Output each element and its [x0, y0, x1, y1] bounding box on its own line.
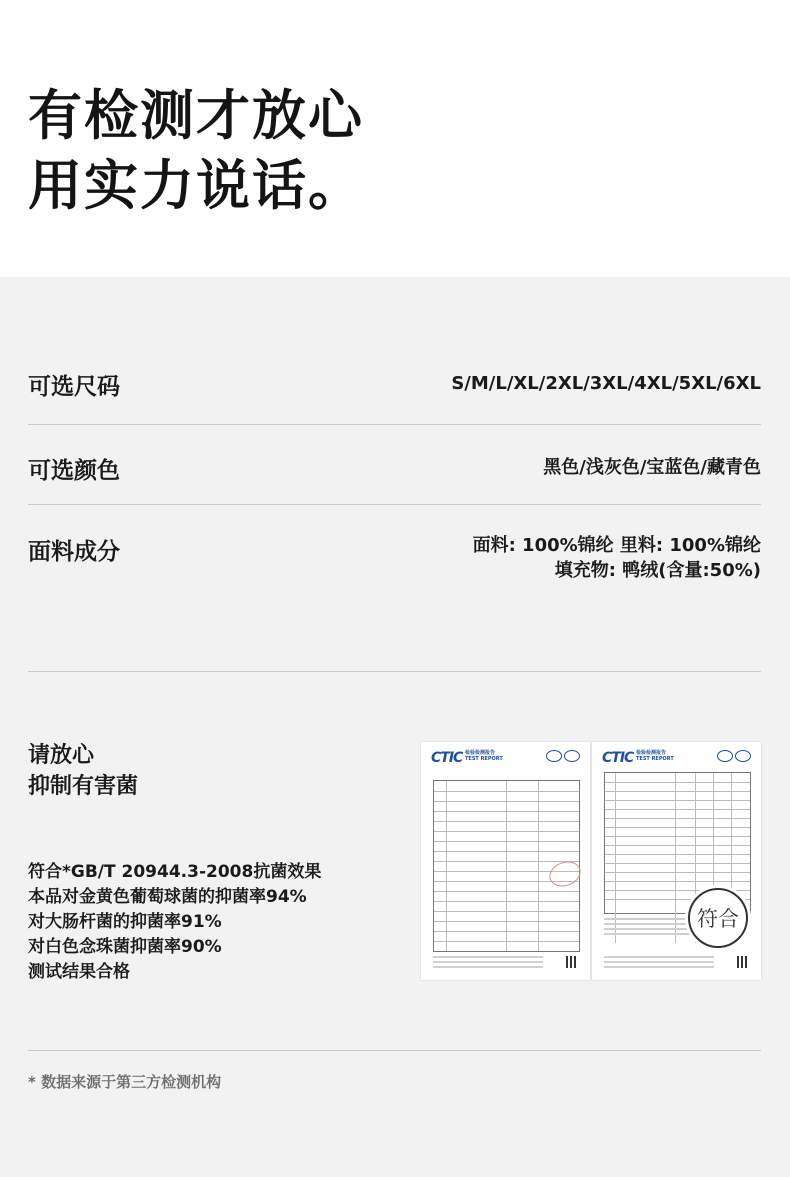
certification-mark-icon: [546, 750, 562, 762]
compliance-badge: 符合: [688, 888, 748, 948]
cnas-mark-icon: [735, 750, 751, 762]
divider: [28, 1050, 761, 1051]
report-title-en: TEST REPORT: [465, 756, 503, 762]
hero-section: [0, 0, 790, 277]
spec-value-sizes: S/M/L/XL/2XL/3XL/4XL/5XL/6XL: [451, 373, 761, 394]
report-title-en: TEST REPORT: [636, 756, 674, 762]
antibacterial-desc-line: 符合*GB/T 20944.3-2008抗菌效果: [28, 862, 322, 882]
report-title: [636, 750, 674, 762]
spec-value-colors: 黑色/浅灰色/宝蓝色/藏青色: [543, 457, 761, 478]
spec-label-fabric: 面料成分: [28, 539, 120, 565]
qr-code-icon: [566, 956, 578, 968]
antibacterial-desc-line: 测试结果合格: [28, 962, 130, 982]
spec-label-colors: 可选颜色: [28, 458, 120, 484]
report-logo: CTIC: [431, 750, 463, 766]
test-report-image-1: [421, 742, 590, 980]
certification-mark-icon: [717, 750, 733, 762]
report-footer-text: [604, 956, 714, 958]
report-title-cn: 检验检测报告: [465, 750, 496, 756]
antibacterial-title: [28, 740, 138, 802]
antibacterial-title-line1: 请放心: [28, 743, 95, 768]
test-report-image-2: [592, 742, 761, 980]
report-logo: CTIC: [602, 750, 634, 766]
report-footer-text: [433, 956, 543, 958]
divider: [28, 671, 761, 672]
qr-code-icon: [737, 956, 749, 968]
divider: [28, 424, 761, 425]
antibacterial-desc-line: 对大肠杆菌的抑菌率91%: [28, 912, 222, 932]
report-title-cn: 检验检测报告: [636, 750, 667, 756]
divider: [28, 504, 761, 505]
footnote: * 数据来源于第三方检测机构: [28, 1073, 222, 1091]
spec-value-fabric-line2: 填充物: 鸭绒(含量:50%): [554, 560, 761, 581]
spec-label-sizes: 可选尺码: [28, 374, 120, 400]
spec-value-fabric-line1: 面料: 100%锦纶 里料: 100%锦纶: [472, 535, 761, 556]
cnas-mark-icon: [564, 750, 580, 762]
hero-title-line2: 用实力说话。: [28, 154, 364, 217]
antibacterial-desc-line: 对白色念珠菌抑菌率90%: [28, 937, 222, 957]
antibacterial-title-line2: 抑制有害菌: [28, 774, 139, 799]
report-title: [465, 750, 503, 762]
antibacterial-desc-line: 本品对金黄色葡萄球菌的抑菌率94%: [28, 887, 307, 907]
hero-title-line1: 有检测才放心: [28, 84, 364, 147]
antibacterial-description: [28, 860, 321, 985]
